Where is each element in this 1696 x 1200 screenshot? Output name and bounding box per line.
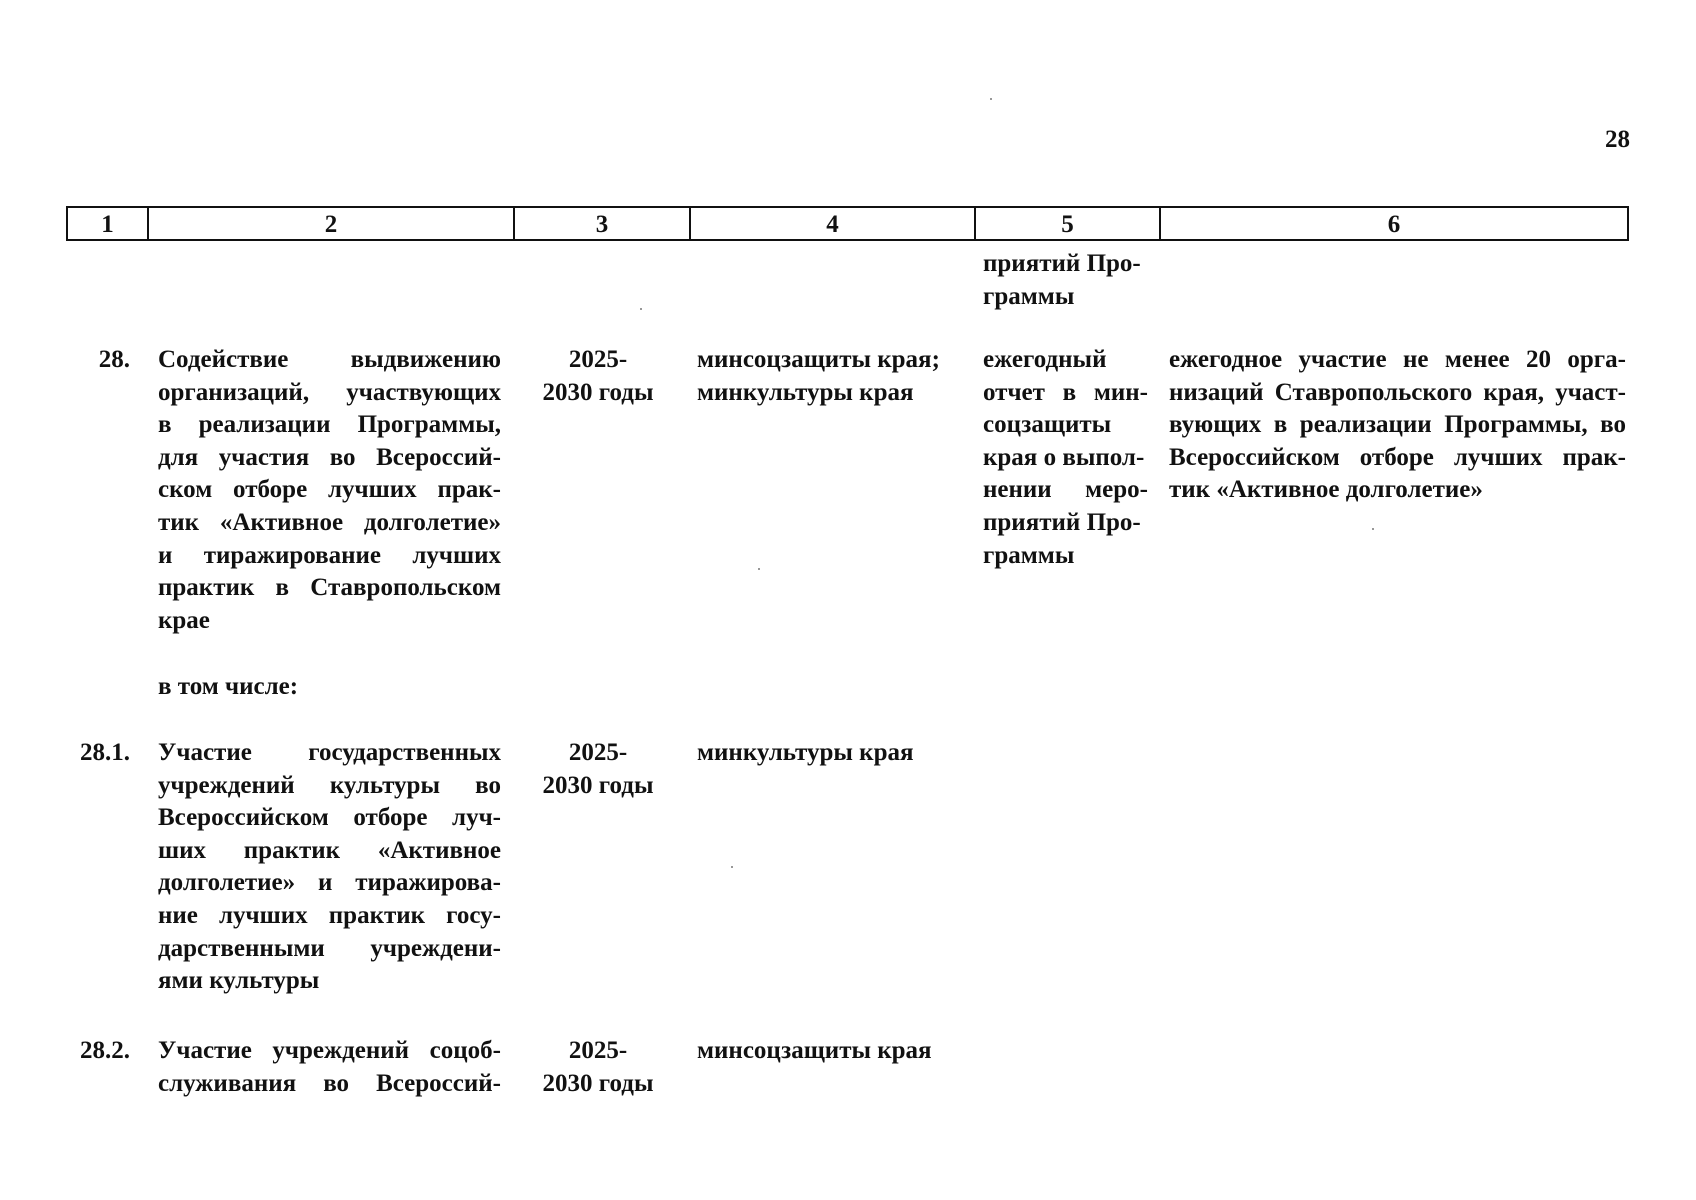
text-line: Всероссийском отборе лучших прак-	[1169, 443, 1626, 471]
text-line: граммы	[983, 282, 1075, 310]
row-description	[158, 344, 501, 637]
row-period	[523, 737, 673, 802]
text-line: края о выпол-	[983, 443, 1145, 471]
text-line: нении меро-	[983, 476, 1148, 504]
row-responsible	[697, 737, 967, 770]
row-number: 28.1.	[80, 739, 130, 766]
text-line: в реализации Программы,	[158, 411, 501, 439]
text-line: отчет в мин-	[983, 378, 1148, 406]
text-line: долголетие» и тиражирова-	[158, 869, 501, 897]
text-line: для участия во Всероссий-	[158, 443, 501, 471]
text-line: ежегодный	[983, 346, 1107, 373]
row-description	[158, 1035, 501, 1100]
text-line: 2025-	[568, 346, 628, 373]
text-line: вующих в реализации Программы, во	[1169, 411, 1626, 439]
text-line: минсоцзащиты края	[697, 1037, 932, 1064]
text-line: ших практик «Активное	[158, 836, 501, 864]
text-line: практик в Ставропольском	[158, 574, 501, 602]
continuation-col5	[983, 248, 1148, 313]
row-description	[158, 737, 501, 998]
table-header-row	[66, 206, 1629, 241]
scan-speck	[1372, 528, 1374, 530]
row-responsible	[697, 1035, 967, 1068]
header-col-3: 3	[515, 208, 691, 239]
text-line: Участие государственных	[158, 739, 501, 766]
text-line: Участие учреждений соцоб-	[158, 1037, 501, 1064]
text-line: организаций, участвующих	[158, 378, 501, 406]
row-number: 28.	[98, 346, 130, 373]
header-col-2: 2	[149, 208, 515, 239]
text-line: приятий Про-	[983, 508, 1141, 536]
header-col-4: 4	[691, 208, 976, 239]
text-line: 2025-	[568, 1037, 628, 1064]
text-line: Содействие выдвижению	[158, 346, 501, 373]
text-line: 2030 годы	[542, 1069, 654, 1097]
scan-speck	[990, 98, 992, 100]
scan-speck	[758, 568, 760, 570]
subheading-including: в том числе:	[158, 673, 299, 700]
row-period	[523, 1035, 673, 1100]
text-line: ском отборе лучших прак-	[158, 476, 501, 504]
header-col-1: 1	[68, 208, 149, 239]
header-col-6: 6	[1387, 211, 1401, 238]
scan-speck	[640, 308, 642, 310]
text-line: ежегодное участие не менее 20 орга-	[1169, 346, 1626, 373]
row-reporting	[983, 344, 1148, 572]
row-period	[523, 344, 673, 409]
text-line: граммы	[983, 541, 1075, 569]
text-line: и тиражирование лучших	[158, 541, 501, 569]
text-line: низаций Ставропольского края, участ-	[1169, 378, 1626, 406]
text-line: ями культуры	[158, 967, 320, 995]
text-line: учреждений культуры во	[158, 771, 501, 799]
text-line: минсоцзащиты края;	[697, 346, 940, 373]
text-line: служивания во Всероссий-	[158, 1069, 501, 1097]
text-line: 2025-	[568, 739, 628, 766]
text-line: приятий Про-	[983, 250, 1141, 277]
text-line: тик «Активное долголетие»	[158, 508, 501, 536]
scan-speck	[731, 866, 733, 868]
row-number: 28.2.	[80, 1037, 130, 1064]
text-line: минкультуры края	[697, 739, 914, 766]
text-line: ние лучших практик госу-	[158, 901, 501, 929]
text-line: крае	[158, 606, 210, 634]
text-line: Всероссийском отборе луч-	[158, 804, 501, 832]
text-line: 2030 годы	[542, 771, 654, 799]
header-col-5: 5	[976, 208, 1161, 239]
row-result	[1169, 344, 1626, 507]
text-line: тик «Активное долголетие»	[1169, 476, 1483, 504]
row-responsible	[697, 344, 967, 409]
page-number: 28	[1605, 126, 1630, 153]
text-line: минкультуры края	[697, 378, 914, 406]
text-line: соцзащиты	[983, 411, 1112, 439]
text-line: 2030 годы	[542, 378, 654, 406]
text-line: дарственными учреждени-	[158, 934, 501, 962]
